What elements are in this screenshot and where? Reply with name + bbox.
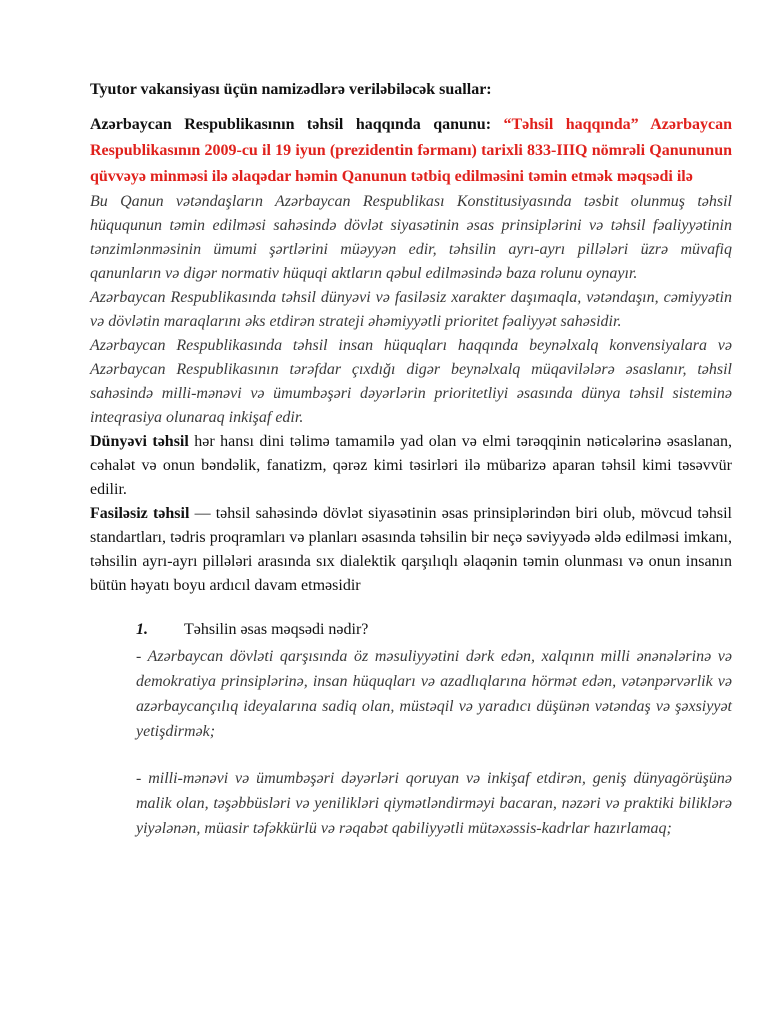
paragraph: Azərbaycan Respublikasında təhsil insan hüquqları haqqında beynəlxalq konvensiyalara və Azərbaycan Respublikasının tərəfdar çıxdığı digər beynəlxalq müqavilələrə əsaslanır, təhsil sahəsində milli-mənəvi və ümumbəşəri dəyərlərin prioritetliyi əsasında dünya təhsil sisteminə inteqrasiya olunaraq inkişaf edir. xyxy=(90,337,732,426)
question-block xyxy=(136,618,732,841)
question-text: Təhsilin əsas məqsədi nədir? xyxy=(184,621,369,638)
definition-secular-education xyxy=(90,430,732,502)
page-title: Tyutor vakansiyası üçün namizədlərə veriləbiləcək suallar: xyxy=(90,81,492,98)
law-red-text: “Təhsil haqqında” Azərbaycan Respublikasının 2009-cu il 19 iyun (prezidentin fərmanı) tarixli 833-IIIQ nömrəli Qanununun qüvvəyə minməsi ilə əlaqədar həmin Qanunun tətbiq edilməsini təmin etmək məqsədi ilə xyxy=(90,116,732,185)
law-label: Azərbaycan Respublikasının təhsil haqqında qanunu: xyxy=(90,116,492,133)
question-title xyxy=(136,618,732,642)
answer-item: - milli-mənəvi və ümumbəşəri dəyərləri qoruyan və inkişaf etdirən, geniş dünyagörüşünə malik olan, təşəbbüsləri və yenilikləri qiymətləndirməyi bacaran, nəzəri və praktiki biliklərə yiyələnən, müasir təfəkkürlü və rəqabət qabiliyyətli mütəxəssis-kadrlar hazırlamaq; xyxy=(136,770,732,837)
answer-item: - Azərbaycan dövləti qarşısında öz məsuliyyətini dərk edən, xalqının milli ənənələrinə və demokratiya prinsiplərinə, insan hüquqları və azadlıqlarına hörmət edən, vətənpərvərlik və azərbaycançılıq ideyalarına sadiq olan, müstəqil və yaradıcı düşünən vətəndaş və şəxsiyyət yetişdirmək; xyxy=(136,648,732,740)
definition-text: — təhsil sahəsində dövlət siyasətinin əsas prinsiplərindən biri olub, mövcud təhsil standartları, tədris proqramları və planları əsasında təhsilin bir neçə səviyyədə əldə edilməsi imkanı, təhsilin ayrı-ayrı pillələri arasında sıx dialektik qarşılıqlı əlaqənin təmin olunması və onun insanın bütün həyatı boyu ardıcıl davam etməsidir xyxy=(90,505,732,594)
definition-continuous-education xyxy=(90,502,732,598)
question-number: 1. xyxy=(136,621,148,638)
paragraph: Bu Qanun vətəndaşların Azərbaycan Respublikası Konstitusiyasında təsbit olunmuş təhsil hüququnun təmin edilməsi sahəsində dövlət siyasətinin əsas prinsiplərini və təhsil fəaliyyətinin tənzimlənməsinin ümumi şərtlərini müəyyən edir, təhsilin ayrı-ayrı pillələri üzrə müvafiq qanunların və digər normativ hüquqi aktların qəbul edilməsində baza rolunu oynayır. xyxy=(90,193,732,282)
definition-term: Dünyəvi təhsil xyxy=(90,433,189,450)
definition-text: hər hansı dini təlimə tamamilə yad olan və elmi tərəqqinin nəticələrinə əsaslanan, cəhalət və onun bəndəlik, fanatizm, qərəz kimi təsirləri ilə mübarizə aparan təhsil kimi təsəvvür edilir. xyxy=(90,433,732,498)
paragraph: Azərbaycan Respublikasında təhsil dünyəvi və fasiləsiz xarakter daşımaqla, vətəndaşın, cəmiyyətin və dövlətin maraqlarını əks etdirən strateji əhəmiyyətli prioritet fəaliyyət sahəsidir. xyxy=(90,289,732,330)
document-page xyxy=(90,78,732,841)
law-intro xyxy=(90,112,732,190)
definition-term: Fasiləsiz təhsil xyxy=(90,505,190,522)
